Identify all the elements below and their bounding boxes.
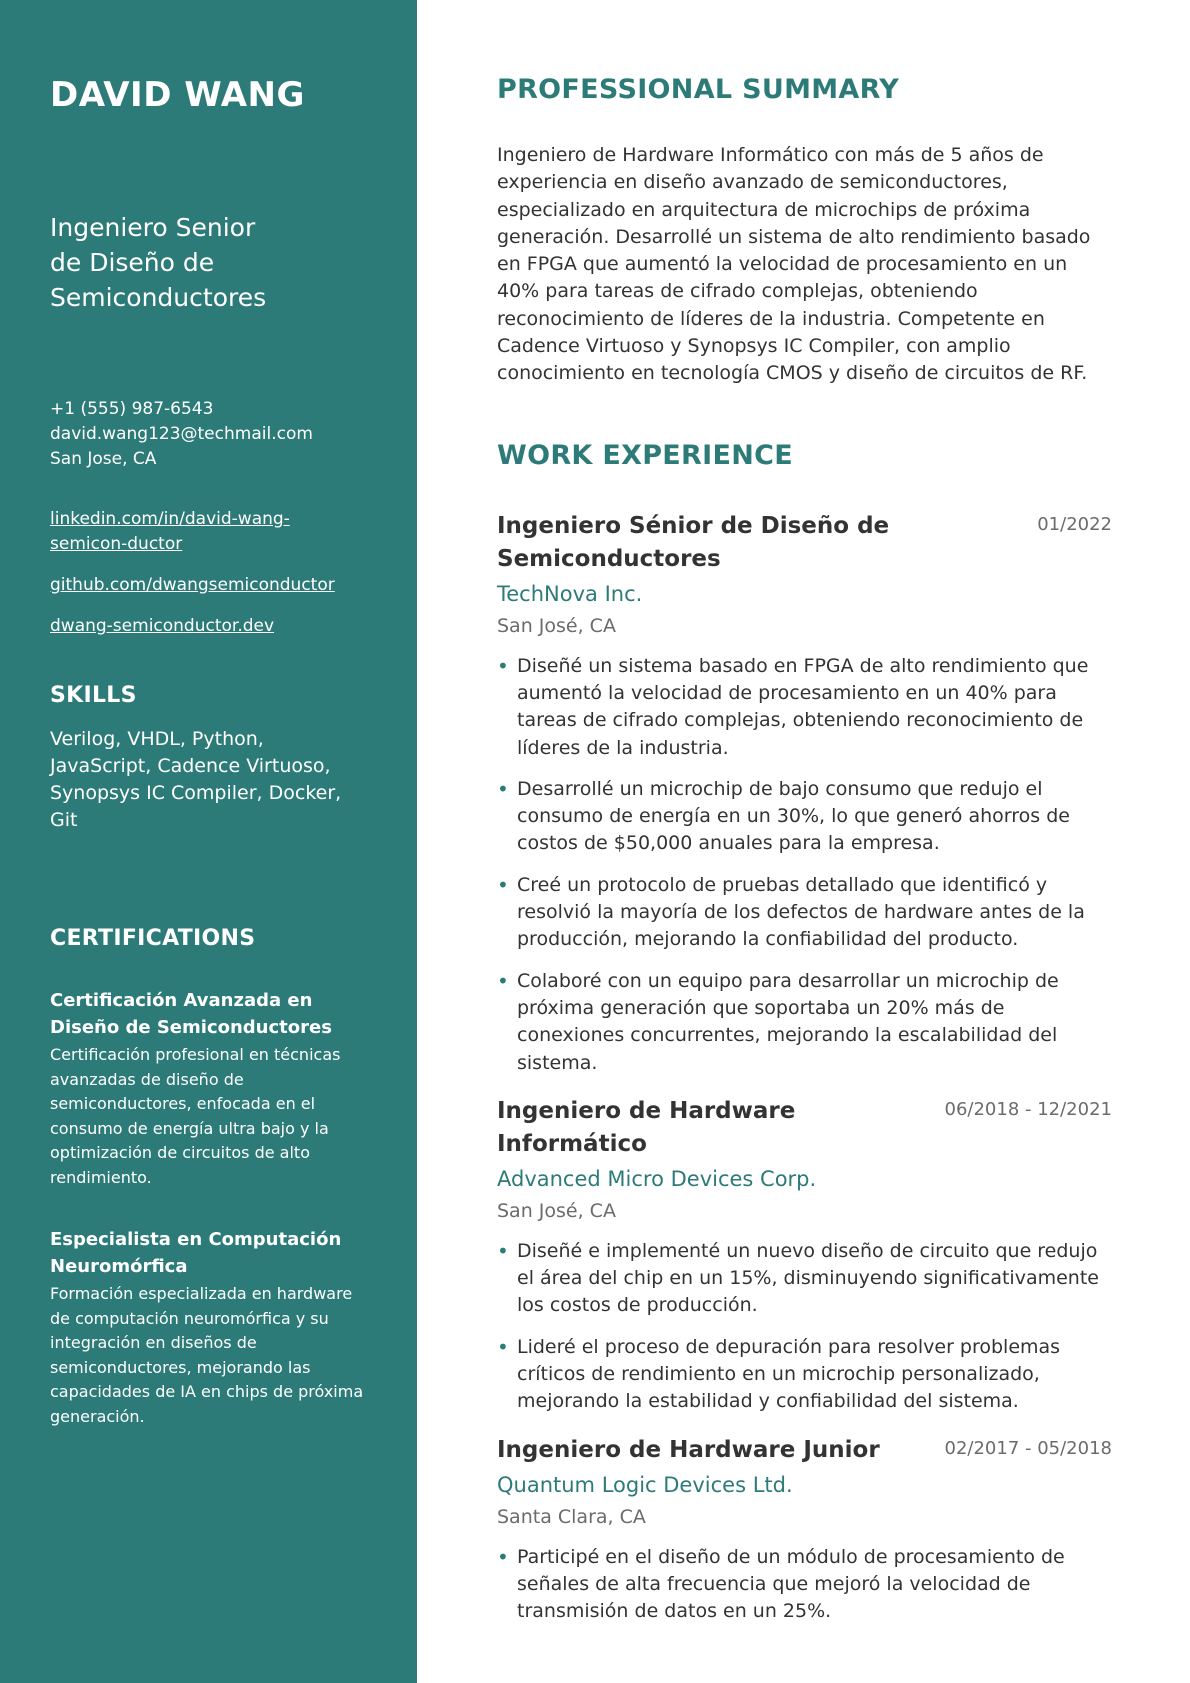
website-link[interactable]: dwang-semiconductor.dev [50, 616, 275, 636]
job-entry [497, 1434, 1112, 1626]
bullet-item: • Colaboré con un equipo para desarrollar un microchip de próxima generación que soportaba un 20% más de conexiones concurrentes, mejorando la escalabilidad del sistema. [497, 968, 1112, 1077]
job-bullets [497, 1238, 1112, 1416]
job-title: Ingeniero de Hardware Junior [497, 1436, 880, 1463]
candidate-name: DAVID WANG [50, 75, 305, 115]
certification-title: Certificación Avanzada en Diseño de Semiconductores [50, 990, 332, 1038]
contact-info [50, 397, 377, 472]
job-location: San José, CA [497, 614, 616, 637]
skills-heading: SKILLS [50, 683, 137, 708]
email-address: david.wang123@techmail.com [50, 424, 313, 444]
company-name: Quantum Logic Devices Ltd. [497, 1472, 793, 1497]
bullet-item: • Participé en el diseño de un módulo de procesamiento de señales de alta frecuencia que mejoró la velocidad de transmisión de datos en un 25%. [497, 1544, 1112, 1626]
summary-heading: PROFESSIONAL SUMMARY [497, 74, 900, 105]
github-link[interactable]: github.com/dwangsemiconductor [50, 575, 335, 595]
skills-list: Verilog, VHDL, Python, JavaScript, Cadence Virtuoso, Synopsys IC Compiler, Docker, Git [50, 728, 342, 831]
job-location: Santa Clara, CA [497, 1505, 646, 1528]
work-experience-heading: WORK EXPERIENCE [497, 439, 793, 471]
job-date: 02/2017 - 05/2018 [944, 1437, 1112, 1459]
certification-item [50, 987, 377, 1190]
candidate-headline: Ingeniero Senior de Diseño de Semiconductores [50, 213, 267, 312]
job-location: San José, CA [497, 1199, 616, 1222]
linkedin-link[interactable]: linkedin.com/in/david-wang-semicon-ductor [50, 509, 290, 554]
main-content [497, 70, 1112, 1640]
company-name: Advanced Micro Devices Corp. [497, 1166, 817, 1191]
job-entry [497, 1095, 1112, 1416]
contact-location: San Jose, CA [50, 449, 157, 469]
certification-title: Especialista en Computación Neuromórfica [50, 1229, 342, 1277]
bullet-item: • Diseñé e implementé un nuevo diseño de circuito que redujo el área del chip en un 15%, disminuyendo significativamente los costos de producción. [497, 1238, 1112, 1320]
bullet-item: • Diseñé un sistema basado en FPGA de alto rendimiento que aumentó la velocidad de procesamiento en un 40% para tareas de cifrado complejas, obteniendo reconocimiento de líderes de la industria. [497, 653, 1112, 762]
certification-description: Certificación profesional en técnicas avanzadas de diseño de semiconductores, enfocada en el consumo de energía ultra bajo y la optimización de circuitos de alto rendimiento. [50, 1045, 341, 1187]
bullet-item: • Desarrollé un microchip de bajo consumo que redujo el consumo de energía en un 30%, lo que generó ahorros de costos de $50,000 anuales para la empresa. [497, 776, 1112, 858]
job-date: 01/2022 [1037, 513, 1112, 535]
certification-item [50, 1226, 377, 1429]
profile-links [50, 507, 377, 639]
bullet-item: • Lideré el proceso de depuración para resolver problemas críticos de rendimiento en un microchip personalizado, mejorando la estabilidad y confiabilidad del sistema. [497, 1334, 1112, 1416]
job-title: Ingeniero de Hardware Informático [497, 1097, 796, 1157]
job-bullets [497, 1544, 1112, 1626]
sidebar [0, 0, 417, 1683]
job-date: 06/2018 - 12/2021 [944, 1098, 1112, 1120]
company-name: TechNova Inc. [497, 581, 643, 606]
bullet-item: • Creé un protocolo de pruebas detallado que identificó y resolvió la mayoría de los defectos de hardware antes de la producción, mejorando la confiabilidad del producto. [497, 872, 1112, 954]
job-entry [497, 510, 1112, 1077]
phone-number: +1 (555) 987-6543 [50, 399, 214, 419]
summary-text: Ingeniero de Hardware Informático con más de 5 años de experiencia en diseño avanzado de semiconductores, especializado en arquitectura de microchips de próxima generación. Desarrollé un sistema de alto rendimiento basado en FPGA que aumentó la velocidad de procesamiento en un 40% para tareas de cifrado complejas, obteniendo reconocimiento de líderes de la industria. Competente en Cadence Virtuoso y Synopsys IC Compiler, con amplio conocimiento en tecnología CMOS y diseño de circuitos de RF. [497, 144, 1091, 385]
certifications-heading: CERTIFICATIONS [50, 926, 256, 951]
job-title: Ingeniero Sénior de Diseño de Semiconductores [497, 512, 890, 572]
certification-description: Formación especializada en hardware de computación neuromórfica y su integración en diseños de semiconductores, mejorando las capacidades de IA en chips de próxima generación. [50, 1284, 364, 1426]
job-bullets [497, 653, 1112, 1077]
